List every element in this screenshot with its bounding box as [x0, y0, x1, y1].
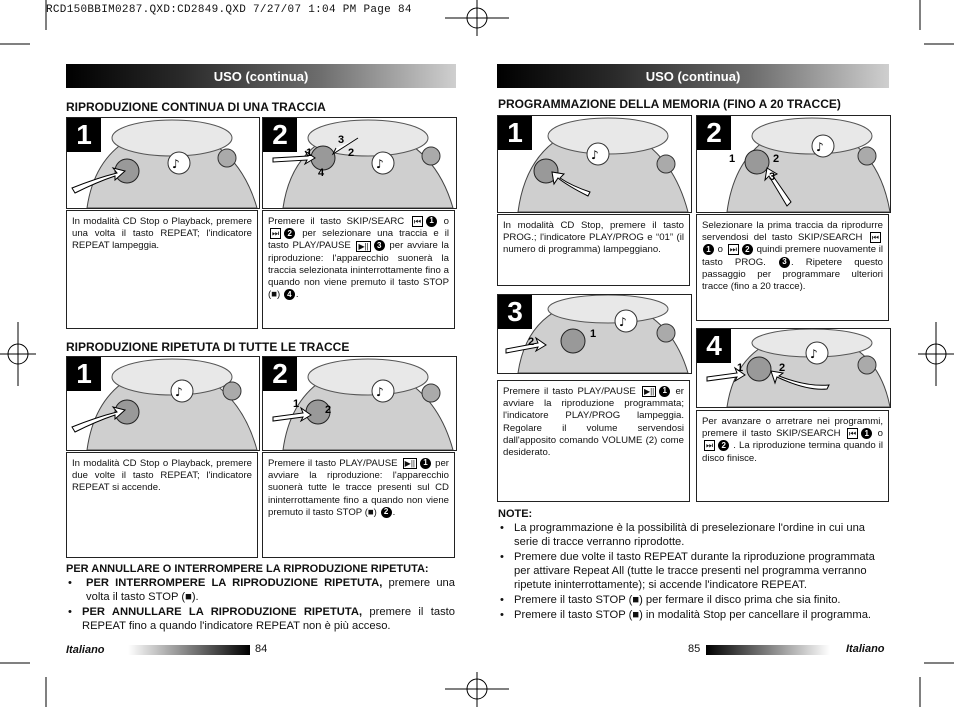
skip-back-icon: ⏮	[871, 233, 879, 243]
step-1-icon: 1	[659, 386, 670, 397]
step-number-badge: 2	[263, 357, 297, 391]
memory-programming-title: PROGRAMMAZIONE DELLA MEMORIA (FINO A 20 TRACCE)	[498, 97, 841, 111]
repeat-all-step-1-instructions	[66, 452, 258, 558]
left-footer-language: Italiano	[66, 644, 105, 656]
illustration-step-2	[262, 117, 457, 209]
step-3-icon: 3	[374, 240, 385, 251]
svg-text:1: 1	[590, 328, 597, 340]
illustration-repeat-all-2	[262, 356, 457, 451]
step-1-icon: 1	[703, 244, 714, 255]
instruction-text: Premere il tasto PLAY/PAUSE	[503, 386, 636, 398]
left-page-number: 84	[255, 643, 268, 655]
program-illustration-3	[497, 294, 692, 374]
instruction-text: per selezionare una traccia e il tasto PLAY/PAUSE	[268, 228, 449, 252]
svg-text:♪: ♪	[376, 157, 384, 171]
play-pause-icon: ▶||	[404, 459, 415, 469]
step-4-icon: 4	[284, 289, 295, 300]
program-illustration-4	[696, 328, 891, 408]
step-number-badge: 4	[697, 329, 731, 363]
right-footer-bar	[706, 645, 830, 655]
cancel-repeat-title: PER ANNULLARE O INTERROMPERE LA RIPRODUZIONE RIPETUTA:	[66, 563, 429, 575]
skip-forward-icon: ⏭	[706, 441, 714, 451]
step-number-badge: 1	[67, 357, 101, 391]
svg-text:♪: ♪	[810, 347, 818, 361]
svg-text:♪: ♪	[816, 140, 824, 154]
cancel-repeat-list	[66, 576, 455, 634]
step-2-icon: 2	[381, 507, 392, 518]
left-footer-bar	[128, 645, 250, 655]
skip-back-icon: ⏮	[849, 429, 857, 439]
play-pause-icon: ▶||	[358, 241, 369, 251]
instruction-text: o	[717, 244, 724, 256]
list-item: • La programmazione è la possibilità di preselezionare l'ordine in cui una serie di tracce verranno riprodotte.	[498, 521, 890, 549]
instruction-text: o	[877, 428, 884, 440]
play-pause-icon: ▶||	[643, 387, 655, 397]
svg-text:1: 1	[737, 362, 744, 374]
instruction-text: quindi premere nuovamente il tasto PROG.	[702, 244, 883, 268]
illustration-step-1	[66, 117, 260, 209]
svg-text:2: 2	[779, 362, 786, 374]
svg-text:2: 2	[773, 153, 780, 165]
step-number-badge: 1	[498, 116, 532, 150]
step-3-icon: 3	[779, 257, 790, 268]
left-band-label: USO (continua)	[213, 68, 309, 84]
list-item-bold: PER ANNULLARE LA RIPRODUZIONE RIPETUTA,	[82, 606, 363, 618]
instruction-text: In modalità CD Stop o Playback, premere una volta il tasto REPEAT; l'indicatore REPEAT lampeggia.	[72, 216, 252, 252]
list-item: • Premere il tasto STOP (■) in modalità Stop per cancellare il programma.	[498, 608, 890, 622]
list-item	[66, 576, 455, 604]
svg-text:♪: ♪	[619, 315, 627, 329]
svg-text:3: 3	[338, 134, 345, 146]
right-footer-language: Italiano	[846, 643, 885, 655]
svg-text:2: 2	[348, 147, 355, 159]
instruction-text: per avviare la riproduzione: l'apparecchio suonerà tutte le tracce presenti sul CD ininterrottamente fino a quando non viene premuto il tasto STOP (■)	[268, 458, 449, 518]
instruction-text: o	[443, 216, 449, 228]
right-band-label: USO (continua)	[645, 68, 741, 84]
instruction-text: Selezionare la prima traccia da riprodurre servendosi del tasto SKIP/SEARCH	[702, 220, 883, 244]
svg-text:2: 2	[528, 336, 535, 348]
notes-list	[498, 521, 890, 623]
skip-back-icon: ⏮	[413, 217, 422, 227]
step-2-instructions: Premere il tasto SKIP/SEARC ⏮ 1 o ⏭ 2 per selezionare una traccia e il tasto PLAY/PAUSE ▶|| 3 per avviare la riproduzione: l'apparecchio suonerà la traccia selezionata ininterrottamente fino a quando non viene premuto il tasto STOP (■) 4 .	[262, 210, 455, 329]
program-step-2-instructions	[696, 214, 889, 321]
svg-text:3: 3	[769, 171, 776, 183]
step-number-badge: 1	[67, 118, 101, 152]
svg-text:♪: ♪	[376, 385, 384, 399]
list-item-text: premere una volta il tasto STOP (■).	[86, 577, 455, 603]
program-step-3-instructions	[497, 380, 690, 502]
svg-text:1: 1	[306, 147, 313, 159]
notes-title: NOTE:	[498, 508, 533, 520]
step-2-icon: 2	[284, 228, 295, 239]
step-1-icon: 1	[420, 458, 431, 469]
instruction-text: Per avanzare o arretrare nei programmi, premere il tasto SKIP/SEARCH	[702, 416, 883, 440]
repeat-all-step-2-instructions: Premere il tasto PLAY/PAUSE ▶|| 1 per avviare la riproduzione: l'apparecchio suonerà tutte le tracce presenti sul CD ininterrottamente fino a quando non viene premuto il tasto STOP (■) 2 .	[262, 452, 455, 558]
step-2-icon: 2	[742, 244, 753, 255]
svg-text:1: 1	[729, 153, 736, 165]
step-number-badge: 3	[498, 295, 532, 329]
repeat-all-title: RIPRODUZIONE RIPETUTA DI TUTTE LE TRACCE	[66, 340, 350, 354]
step-number-badge: 2	[697, 116, 731, 150]
instruction-text: In modalità CD Stop o Playback, premere due volte il tasto REPEAT; l'indicatore REPEAT si accende.	[72, 458, 252, 494]
list-item-text: premere il tasto REPEAT fino a quando l'indicatore REPEAT non è più acceso.	[82, 606, 455, 632]
svg-text:♪: ♪	[175, 385, 183, 399]
left-section-band	[66, 64, 456, 88]
right-page-number: 85	[688, 643, 701, 655]
continuous-repeat-title: RIPRODUZIONE CONTINUA DI UNA TRACCIA	[66, 100, 326, 114]
program-step-1-instructions	[497, 214, 690, 286]
svg-text:♪: ♪	[591, 148, 599, 162]
step-1-icon: 1	[426, 216, 437, 227]
instruction-text: . La riproduzione termina quando il disco finisce.	[702, 440, 884, 464]
step-1-icon: 1	[861, 428, 872, 439]
list-item: • Premere il tasto STOP (■) per fermare il disco prima che sia finito.	[498, 593, 890, 607]
step-1-instructions	[66, 210, 258, 329]
svg-text:2: 2	[325, 404, 332, 416]
right-section-band	[497, 64, 889, 88]
instruction-text: . Ripetere questo passaggio per programmare ulteriori tracce (fino a 20 tracce).	[702, 256, 883, 293]
list-item-bold: PER INTERROMPERE LA RIPRODUZIONE RIPETUTA,	[86, 577, 383, 589]
skip-forward-icon: ⏭	[729, 245, 737, 255]
svg-text:♪: ♪	[172, 157, 180, 171]
step-number-badge: 2	[263, 118, 297, 152]
print-slug: RCD150BBIM0287.QXD:CD2849.QXD 7/27/07 1:04 PM Page 84	[46, 4, 412, 16]
svg-text:1: 1	[293, 398, 300, 410]
instruction-text: Premere il tasto SKIP/SEARC	[268, 216, 405, 228]
instruction-text: er avviare la riproduzione programmata; l'indicatore PLAY/PROG lampeggia. Regolare il volume servendosi dall'apposito comando VOLUME (2) come desiderato.	[503, 386, 684, 459]
program-illustration-2	[696, 115, 891, 213]
svg-text:4: 4	[318, 167, 325, 179]
list-item: • Premere due volte il tasto REPEAT durante la riproduzione programmata per attivare Repeat All (tutte le tracce presenti nel programma verranno ripetute ininterrottamente); si accende l'indicatore REPEAT.	[498, 550, 890, 592]
instruction-text: In modalità CD Stop, premere il tasto PROG.; l'indicatore PLAY/PROG e “01” (il numero di programma) lampeggiano.	[503, 220, 684, 256]
skip-forward-icon: ⏭	[272, 229, 280, 239]
program-illustration-1	[497, 115, 692, 213]
instruction-text: per avviare la riproduzione: l'apparecchio suonerà la traccia selezionata ininterrottamente fino a quando non viene premuto il tasto STOP (■)	[268, 240, 450, 301]
step-2-icon: 2	[718, 440, 729, 451]
list-item	[66, 605, 455, 633]
program-step-4-instructions	[696, 410, 889, 502]
illustration-repeat-all-1	[66, 356, 260, 451]
instruction-text: Premere il tasto PLAY/PAUSE	[268, 458, 398, 470]
